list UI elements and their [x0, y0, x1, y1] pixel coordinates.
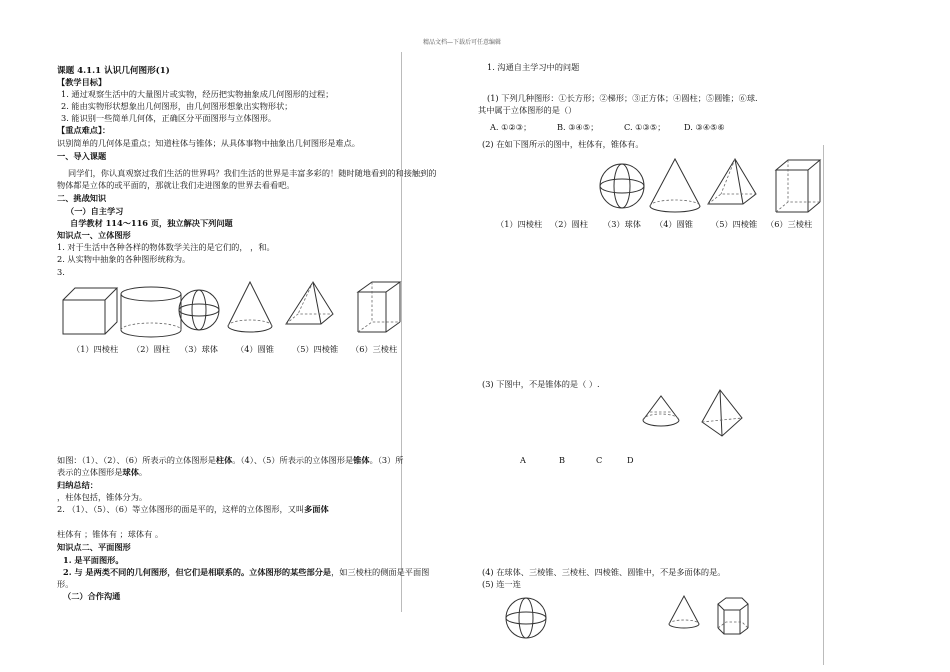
choice-a: A. ①②③； [490, 122, 532, 132]
right-label-3: （3）球体 [603, 219, 641, 229]
right-q5: (5) 连一连 [482, 579, 521, 589]
right-label-4: （4）圆锥 [655, 219, 693, 229]
right-label-2: （2）圆柱 [550, 219, 588, 229]
sphere-shape [600, 164, 644, 208]
right-q4: (4) 在球体、三棱锥、三棱柱、四棱锥、圆锥中，不是多面体的是。 [482, 567, 726, 577]
objective-3: 3. 能识别一些简单几何体，正确区分平面图形与立体图形。 [61, 113, 277, 123]
intro-line-2: 物体都是立体的或平面的，那就让我们走进图象的世界去看看吧。 [57, 180, 295, 190]
option-b: B [559, 455, 566, 465]
key-points-text: 识别简单的几何体是重点；知道柱体与锥体；从具体事物中抽象出几何图形是难点。 [57, 138, 360, 148]
choice-d: D. ③④⑤⑥ [684, 122, 725, 132]
summary-line: ，柱体包括，锥体分为。 [57, 492, 148, 502]
classification-line-1: 如图：（1）、（2）、（6）所表示的立体图形是柱体。（4）、（5）所表示的立体图形是锥体。（3）所 [57, 455, 404, 465]
right-q3: (3) 下图中，不是锥体的是（ ）. [482, 379, 600, 389]
objective-1: 1. 通过观察生活中的大量图片或实物，经历把实物抽象成几何图形的过程； [61, 89, 334, 99]
cone-shape [650, 159, 700, 212]
intro-line-1: 同学们，你认真观察过我们生活的世界吗？我们生活的世界是丰富多彩的！随时随地看到的和接触到的 [68, 168, 437, 178]
objective-2: 2. 能由实物形状想象出几何图形，由几何图形想象出实物形状； [61, 101, 293, 111]
right-q2: (2) 在如下图所示的图中，柱体有，锥体有。 [482, 139, 644, 149]
right-q1: (1) 下列几种图形：①长方形；②梯形；③正方体；④圆柱；⑤圆锥；⑥球. [487, 93, 758, 103]
triangular-prism-shape [358, 282, 400, 332]
lesson-title: 课题 4.1.1 认识几何图形(1) [57, 66, 170, 76]
option-c: C [596, 455, 603, 465]
knowledge-point-2: 知识点二、平面图形 [57, 542, 131, 552]
left-label-6: （6）三棱柱 [351, 344, 398, 354]
polyhedron-line: 2. （1）、（5）、（6）等立体图形的面是平的，这样的立体图形，又叫多面体 [57, 504, 329, 514]
section-challenge-heading: 二、挑战知识 [57, 193, 107, 203]
sphere-shape [179, 290, 219, 330]
match-shapes-figure [504, 594, 764, 644]
cone-shape [228, 282, 272, 332]
right-label-1: （1）四棱柱 [496, 219, 543, 229]
plane-figure-line-2: 2. 与 是两类不同的几何图形，但它们是相联系的。立体图形的某些部分是，如三棱柱的侧面是平面图 [63, 567, 430, 577]
square-pyramid-shape [286, 282, 333, 324]
key-points-heading: 【重点难点】： [57, 125, 111, 135]
left-label-3: （3）球体 [180, 344, 218, 354]
fill-blank-line: 柱体有 ；锥体有 ；球体有 。 [57, 529, 164, 539]
triangular-pyramid-shape [702, 390, 742, 436]
plane-figure-line-1: 1. 是平面图形。 [63, 555, 124, 565]
question-2: 2. 从实物中抽象的各种图形统称为。 [57, 254, 191, 264]
classification-line-2: 表示的立体图形是球体。 [57, 467, 148, 477]
left-shapes-figure [58, 280, 408, 340]
square-pyramid-shape [708, 159, 756, 204]
cone-shape [669, 596, 699, 628]
option-d: D [627, 455, 634, 465]
summary-heading: 归纳总结： [57, 480, 98, 490]
triangular-prism-shape [776, 160, 820, 212]
plane-figure-line-3: 形。 [57, 579, 74, 589]
self-study-instruction: 自学教材 114～116 页，独立解决下列问题 [70, 218, 233, 228]
right-edge-line [823, 145, 824, 665]
left-label-4: （4）圆锥 [236, 344, 274, 354]
cone-shape [643, 396, 679, 426]
sphere-shape [506, 598, 546, 638]
section-intro-heading: 一、导入课题 [57, 151, 107, 161]
hexagonal-prism-shape [718, 598, 748, 634]
left-label-1: （1）四棱柱 [72, 344, 119, 354]
choice-b: B. ③④⑤； [557, 122, 599, 132]
right-label-6: （6）三棱柱 [766, 219, 813, 229]
square-prism-shape [63, 288, 117, 334]
question-3: 3. [57, 267, 65, 277]
right-shapes-figure [598, 156, 838, 218]
question-1: 1. 对于生活中各种各样的物体数学关注的是它们的， ，和。 [57, 242, 275, 252]
right-label-5: （5）四棱锥 [711, 219, 758, 229]
left-label-5: （5）四棱锥 [292, 344, 339, 354]
cooperation-heading: （二）合作沟通 [63, 591, 121, 601]
q3-figure [638, 388, 758, 440]
right-part-heading: 1. 沟通自主学习中的问题 [487, 62, 580, 72]
objectives-heading: 【教学目标】 [57, 77, 107, 87]
cylinder-shape [121, 287, 181, 337]
left-label-2: （2）圆柱 [132, 344, 170, 354]
page-header: 精品文档—下载后可任意编辑 [423, 39, 502, 46]
choice-c: C. ①③⑤； [624, 122, 666, 132]
self-study-heading: （一）自主学习 [66, 206, 124, 216]
right-q1-line2: 其中属于立体图形的是（） [478, 105, 577, 115]
option-a: A [520, 455, 526, 465]
knowledge-point-1: 知识点一、立体图形 [57, 230, 131, 240]
